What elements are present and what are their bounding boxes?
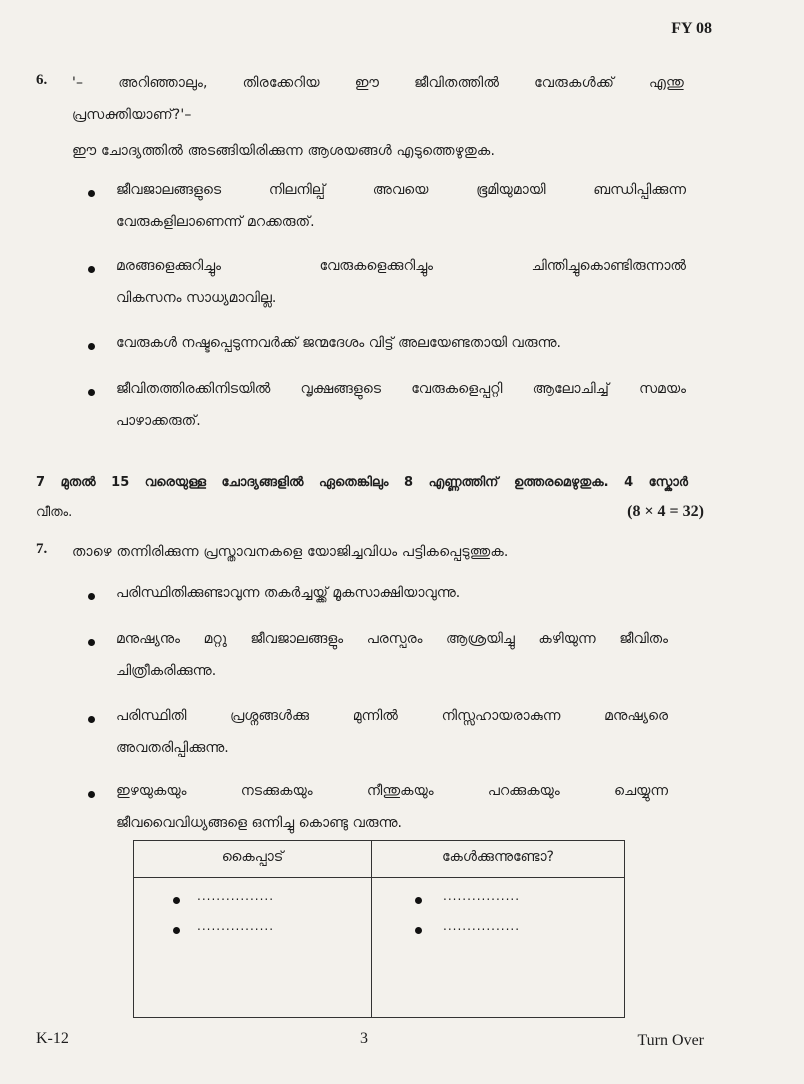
bullet-text-line2: പാഴാക്കരുത്. [116, 413, 201, 429]
section-instruction-line2: വീതം. [36, 505, 73, 520]
bullet-dot-icon [173, 897, 180, 904]
question-6-number: 6. [36, 72, 48, 88]
page-number: 3 [360, 1030, 368, 1047]
section-marks: (8 × 4 = 32) [627, 503, 704, 520]
answer-slot[interactable] [135, 917, 370, 947]
answer-slot[interactable] [373, 917, 623, 947]
bullet-text-line1: പരിസ്ഥിതി പ്രശ്നങ്ങൾക്കു മുന്നിൽ നിസ്സഹായരാകുന്ന മനുഷ്യരെ [116, 708, 668, 724]
bullet-text-line1: വേരുകൾ നഷ്ടപ്പെടുന്നവർക്ക് ജന്മദേശം വിട്ട് അലയേണ്ടതായി വരുന്നു. [116, 335, 562, 351]
answer-slot[interactable] [373, 887, 623, 917]
paper-code: FY 08 [671, 20, 712, 37]
table-header-kaippad [134, 841, 372, 878]
bullet-text-line2: വികസനം സാധ്യമാവില്ല. [116, 290, 277, 306]
answer-placeholder: ................ [443, 919, 521, 933]
answer-placeholder: ................ [197, 889, 275, 903]
bullet-dot-icon [88, 593, 95, 600]
bullet-dot-icon [88, 716, 95, 723]
question-6-quote-line2: പ്രസക്തിയാണ്?'– [72, 107, 192, 123]
bullet-dot-icon [415, 897, 422, 904]
table-header-label: കൈപ്പാട് [221, 849, 284, 865]
question-7-number: 7. [36, 541, 48, 557]
bullet-dot-icon [173, 927, 180, 934]
bullet-text-line2: ജീവവൈവിധ്യങ്ങളെ ഒന്നിച്ചു കൊണ്ടു വരുന്നു. [116, 815, 403, 831]
bullet-text-line1: ജീവിതത്തിരക്കിനിടയിൽ വൃക്ഷങ്ങളുടെ വേരുകളെപ്പറ്റി ആലോചിച്ച് സമയം [116, 381, 686, 397]
question-7-instruction: താഴെ തന്നിരിക്കുന്ന പ്രസ്താവനകളെ യോജിച്ചവിധം പട്ടികപ്പെടുത്തുക. [72, 544, 509, 560]
turn-over-label: Turn Over [637, 1032, 704, 1049]
bullet-dot-icon [88, 791, 95, 798]
question-6-instruction: ഈ ചോദ്യത്തിൽ അടങ്ങിയിരിക്കുന്ന ആശയങ്ങൾ എടുത്തെഴുതുക. [72, 143, 496, 159]
bullet-text-line2: അവതരിപ്പിക്കുന്നു. [116, 740, 229, 756]
bullet-text-line2: വേരുകളിലാണെന്ന് മറക്കരുത്. [116, 214, 315, 230]
bullet-dot-icon [88, 343, 95, 350]
section-instruction-line1: 7 മുതൽ 15 വരെയുള്ള ചോദ്യങ്ങളിൽ ഏതെങ്കിലും 8 എണ്ണത്തിന് ഉത്തരമെഴുതുക. 4 സ്കോർ [36, 475, 688, 490]
table-cell-left [134, 878, 372, 1018]
table-header-label: കേൾക്കുന്നുണ്ടോ? [442, 849, 554, 865]
bullet-text-line1: ജീവജാലങ്ങളുടെ നിലനില്പ് അവയെ ഭൂമിയുമായി ബന്ധിപ്പിക്കുന്ന [116, 182, 686, 198]
bullet-text-line1: പരിസ്ഥിതിക്കുണ്ടാവുന്ന തകർച്ചയ്ക്ക് മൂകസാക്ഷിയാവുന്നു. [116, 585, 461, 601]
bullet-dot-icon [88, 266, 95, 273]
bullet-text-line2: ചിത്രീകരിക്കുന്നു. [116, 663, 217, 679]
bullet-text-line1: ഇഴയുകയും നടക്കുകയും നീന്തുകയും പറക്കുകയും ചെയ്യുന്ന [116, 783, 668, 799]
footer-code: K-12 [36, 1030, 69, 1047]
bullet-dot-icon [88, 389, 95, 396]
bullet-text-line1: മനുഷ്യനും മറ്റു ജീവജാലങ്ങളും പരസ്പരം ആശ്രയിച്ചു കഴിയുന്ന ജീവിതം [116, 631, 668, 647]
question-6-quote-line1: '– അറിഞ്ഞാലും, തിരക്കേറിയ ഈ ജീവിതത്തിൽ വേരുകൾക്ക് എന്തു [72, 75, 684, 91]
bullet-text-line1: മരങ്ങളെക്കുറിച്ചും വേരുകളെക്കുറിച്ചും ചിന്തിച്ചുകൊണ്ടിരുന്നാൽ [116, 258, 686, 274]
bullet-dot-icon [88, 190, 95, 197]
answer-placeholder: ................ [443, 889, 521, 903]
answer-table [133, 840, 625, 1018]
bullet-dot-icon [88, 639, 95, 646]
answer-placeholder: ................ [197, 919, 275, 933]
table-cell-right [372, 878, 625, 1018]
table-header-kelkkunnundo [372, 841, 625, 878]
bullet-dot-icon [415, 927, 422, 934]
answer-slot[interactable] [135, 887, 370, 917]
